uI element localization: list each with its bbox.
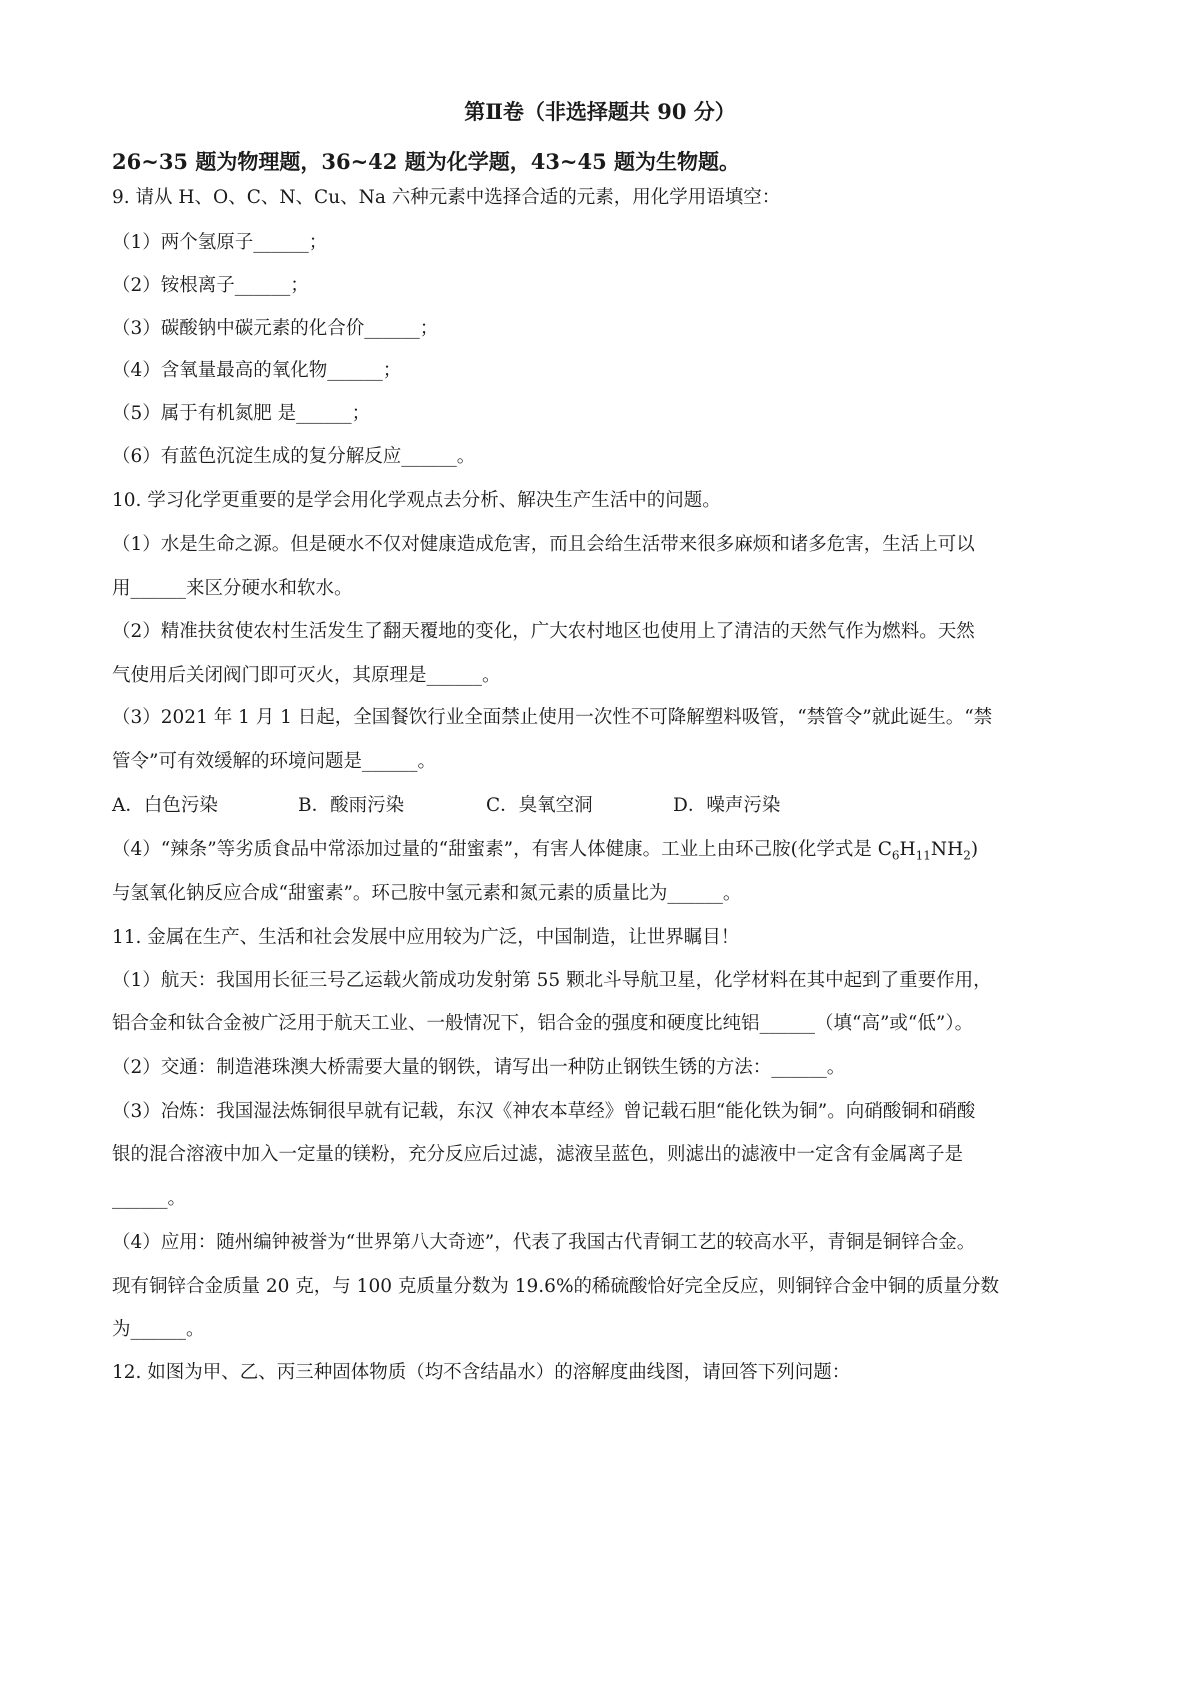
q12-stem: 12. 如图为甲、乙、丙三种固体物质（均不含结晶水）的溶解度曲线图，请回答下列问题：: [112, 1362, 851, 1383]
q10-part3-line1: （3）2021 年 1 月 1 日起，全国餐饮行业全面禁止使用一次性不可降解塑料吸管，“禁管令”就此诞生。“禁: [112, 707, 993, 728]
q11-part2: （2）交通：制造港珠澳大桥需要大量的钢铁，请写出一种防止钢铁生锈的方法：______。: [112, 1057, 846, 1078]
q10-part4-line2: 与氢氧化钠反应合成“甜蜜素”。环己胺中氢元素和氮元素的质量比为______。: [112, 883, 742, 904]
q9-item-1: （1）两个氢原子______；: [112, 232, 328, 253]
q11-part3-line2: 银的混合溶液中加入一定量的镁粉，充分反应后过滤，滤液呈蓝色，则滤出的滤液中一定含有金属离子是: [112, 1144, 964, 1165]
q10-part2-line1: （2）精准扶贫使农村生活发生了翻天覆地的变化，广大农村地区也使用上了清洁的天然气作为燃料。天然: [112, 621, 975, 642]
q9-item-5: （5）属于有机氮肥 是______；: [112, 403, 371, 424]
section-instruction: 26~35 题为物理题，36~42 题为化学题，43~45 题为生物题。: [112, 149, 741, 174]
q10-part4-line1: （4）“辣条”等劣质食品中常添加过量的“甜蜜素”，有害人体健康。工业上由环己胺(化学式是 $C_6H_{11}NH_2$): [112, 839, 979, 863]
q11-stem: 11. 金属在生产、生活和社会发展中应用较为广泛，中国制造，让世界瞩目！: [112, 927, 740, 948]
q9-item-4: （4）含氧量最高的氧化物______；: [112, 360, 402, 381]
q10-option-a: A．白色污染: [112, 795, 218, 816]
q9-item-3: （3）碳酸钠中碳元素的化合价______；: [112, 318, 439, 339]
q10-part1-line1: （1）水是生命之源。但是硬水不仅对健康造成危害，而且会给生活带来很多麻烦和诸多危害，生活上可以: [112, 534, 975, 555]
q10-option-d: D．噪声污染: [673, 795, 781, 816]
section-title: 第Ⅱ卷（非选择题共 90 分）: [464, 99, 736, 124]
q11-part4-line3: 为______。: [112, 1319, 205, 1340]
q10-part1-line2: 用______来区分硬水和软水。: [112, 578, 353, 599]
q10-part2-line2: 气使用后关闭阀门即可灭火，其原理是______。: [112, 665, 501, 686]
q9-stem: 9. 请从 H、O、C、N、Cu、Na 六种元素中选择合适的元素，用化学用语填空：: [112, 187, 781, 208]
q9-item-2: （2）铵根离子______；: [112, 275, 309, 296]
q11-part3-line1: （3）冶炼：我国湿法炼铜很早就有记载，东汉《神农本草经》曾记载石胆“能化铁为铜”。向硝酸铜和硝酸: [112, 1101, 976, 1122]
q11-part4-line2: 现有铜锌合金质量 20 克，与 100 克质量分数为 19.6%的稀硫酸恰好完全反应，则铜锌合金中铜的质量分数: [112, 1276, 1000, 1297]
q11-part4-line1: （4）应用：随州编钟被誉为“世界第八大奇迹”，代表了我国古代青铜工艺的较高水平，青铜是铜锌合金。: [112, 1232, 976, 1253]
q11-part1-line2: 铝合金和钛合金被广泛用于航天工业、一般情况下，铝合金的强度和硬度比纯铝______（填“高”或“低”）。: [112, 1013, 974, 1034]
q9-item-6: （6）有蓝色沉淀生成的复分解反应______。: [112, 446, 476, 467]
q10-option-c: C．臭氧空洞: [486, 795, 593, 816]
q10-part3-line2: 管令”可有效缓解的环境问题是______。: [112, 751, 436, 772]
q10-option-b: B．酸雨污染: [298, 795, 405, 816]
q11-part1-line1: （1）航天：我国用长征三号乙运载火箭成功发射第 55 颗北斗导航卫星，化学材料在其中起到了重要作用，: [112, 970, 992, 991]
q11-part3-line3: ______。: [112, 1188, 187, 1209]
q10-stem: 10. 学习化学更重要的是学会用化学观点去分析、解决生产生活中的问题。: [112, 490, 721, 511]
